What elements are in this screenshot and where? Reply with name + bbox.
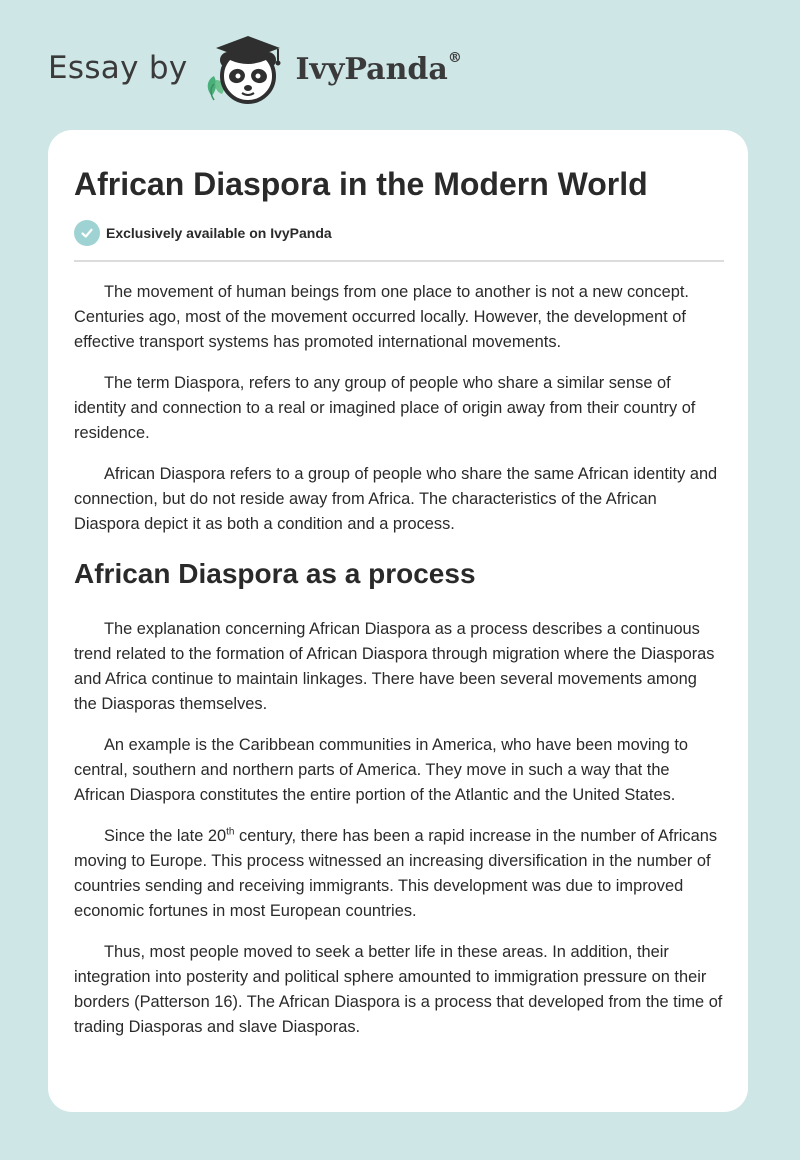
- exclusive-badge-text: Exclusively available on IvyPanda: [106, 225, 332, 241]
- panda-logo-icon[interactable]: [202, 30, 294, 110]
- paragraph-3: African Diaspora refers to a group of people who share the same African identity and connection, but do not reside away from Africa. The characteristics of the African Diaspora depict it as both a condition and a process.: [74, 465, 718, 533]
- paragraph-7: Thus, most people moved to seek a better life in these areas. In addition, their integration into posterity and political sphere amounted to immigration pressure on their borders (Patterson 16). The African Diaspora is a process that developed from the time of trading Diasporas and slave Diasporas.: [74, 943, 723, 1036]
- essay-content: [74, 164, 724, 1056]
- brand-header: [48, 30, 462, 110]
- paragraph-1: The movement of human beings from one place to another is not a new concept. Centuries ago, most of the movement occurred locally. However, the development of effective transport systems has promoted international movements.: [74, 283, 689, 351]
- section-heading: African Diaspora as a process: [74, 558, 476, 589]
- title-divider: [74, 260, 724, 262]
- paragraph-5: An example is the Caribbean communities in America, who have been moving to central, southern and northern parts of America. They move in such a way that the African Diaspora constitutes the entire portion of the Atlantic and the United States.: [74, 736, 688, 804]
- essay-title: African Diaspora in the Modern World: [74, 166, 648, 202]
- exclusive-badge: [74, 220, 724, 246]
- brand-prefix: Essay by: [48, 50, 188, 86]
- brand-name: IvyPanda®: [295, 49, 462, 87]
- check-circle-icon: [74, 220, 100, 246]
- ordinal-suffix: th: [226, 826, 235, 838]
- paragraph-2: The term Diaspora, refers to any group of people who share a similar sense of identity and connection to a real or imagined place of origin away from their country of residence.: [74, 374, 696, 442]
- essay-card: [48, 130, 748, 1112]
- registered-mark: ®: [447, 49, 462, 66]
- paragraph-4: The explanation concerning African Diaspora as a process describes a continuous trend related to the formation of African Diaspora through migration where the Diasporas and Africa continue to maintain linkages. There have been several movements among the Diasporas themselves.: [74, 620, 715, 713]
- paragraph-6: Since the late 20th century, there has been a rapid increase in the number of Africans moving to Europe. This process witnessed an increasing diversification in the number of countries sending and receiving immigrants. This development was due to improved economic fortunes in most European countries.: [74, 826, 718, 920]
